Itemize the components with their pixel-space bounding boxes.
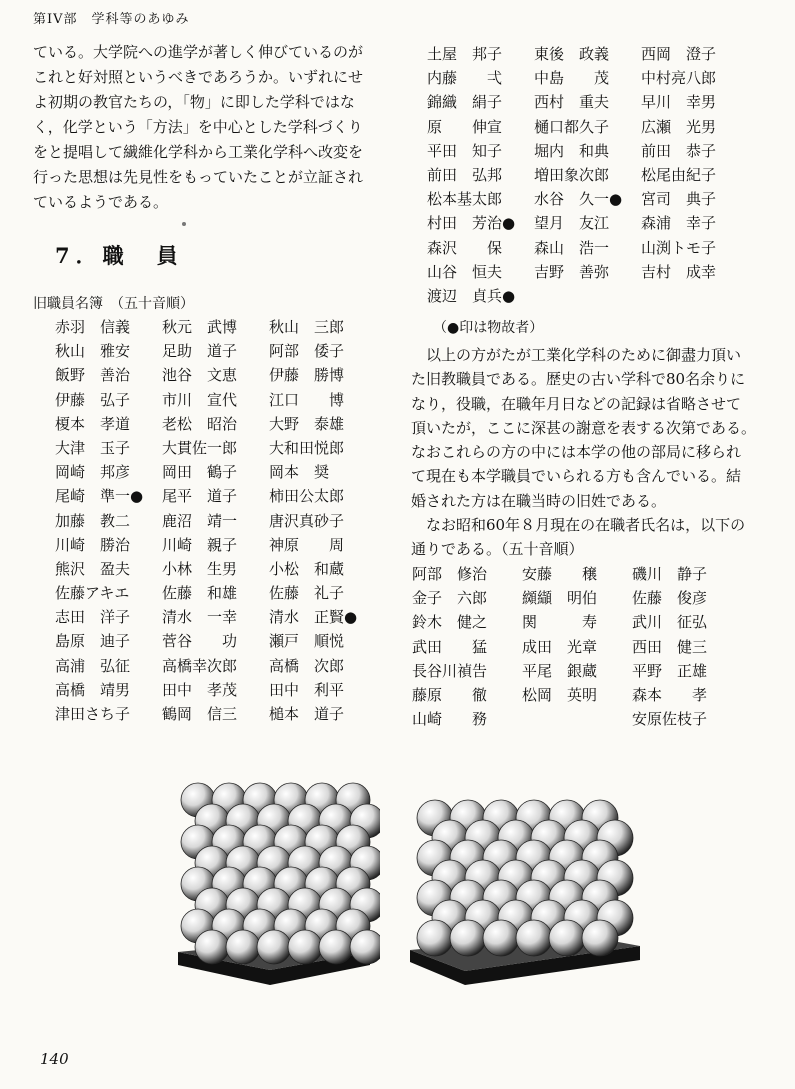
text-line: なおこれらの方の中には本学の他の部局に移られ <box>411 443 742 462</box>
staff-name: 佐藤 俊彦 <box>632 589 708 608</box>
staff-name: 清水 正賢● <box>269 608 358 627</box>
staff-name: 鶴岡 信三 <box>162 705 238 723</box>
staff-name <box>534 284 641 308</box>
staff-name: 森沢 保 <box>427 238 503 257</box>
staff-name: 阿部 修治 <box>412 565 488 583</box>
staff-name: 岡本 奨 <box>269 463 330 482</box>
staff-name: 吉野 善弥 <box>534 262 610 281</box>
text-line: て現在も本学職員でいられる方も含んでいる。結 <box>411 467 742 486</box>
text-line: 通りである。（五十音順） <box>411 540 584 559</box>
staff-name: 尾崎 準一● <box>55 487 144 506</box>
staff-name: 伊藤 勝博 <box>269 366 345 385</box>
staff-name: 松尾由紀子 <box>641 165 717 184</box>
staff-name: 早川 幸男 <box>641 93 717 112</box>
staff-name: 小松 和蔵 <box>269 559 345 578</box>
sphere <box>350 930 380 964</box>
staff-name: 佐藤アキエ <box>55 584 130 603</box>
sphere <box>226 930 260 964</box>
staff-name: 瀬戸 順悦 <box>269 632 345 651</box>
sphere <box>417 920 453 956</box>
sphere-packing-model-left <box>170 770 380 995</box>
staff-name: 川崎 勝治 <box>55 535 131 554</box>
staff-name: 岡崎 邦彦 <box>55 463 131 482</box>
staff-name: 神原 周 <box>269 535 345 554</box>
staff-name: 武田 猛 <box>412 637 488 656</box>
staff-name: 柿田公太郎 <box>269 487 345 506</box>
staff-name: 榎本 孝道 <box>55 414 131 433</box>
staff-name: 森山 浩一 <box>534 238 610 257</box>
sphere <box>450 920 486 956</box>
staff-name: 武川 征弘 <box>632 613 708 632</box>
staff-name: 鈴木 健之 <box>412 613 488 632</box>
staff-name: 森本 孝 <box>632 685 708 704</box>
staff-name: 大和田悦郎 <box>269 438 345 457</box>
staff-name: 大野 泰雄 <box>269 414 345 433</box>
staff-name: 平野 正雄 <box>632 661 708 680</box>
staff-name: 前田 恭子 <box>641 141 717 160</box>
staff-name: 安藤 穣 <box>522 565 598 583</box>
staff-list-title: 旧職員名簿 （五十音順） <box>33 296 194 312</box>
staff-name: 高橋幸次郎 <box>162 656 238 675</box>
staff-name: 内藤 弌 <box>427 69 503 88</box>
staff-name: 前田 弘邦 <box>427 165 503 184</box>
staff-name: 小林 生男 <box>162 559 238 578</box>
staff-name: 池谷 文恵 <box>162 366 238 385</box>
staff-name: 江口 博 <box>269 390 345 409</box>
staff-name: 東後 政義 <box>534 45 610 63</box>
staff-name: 原 伸宣 <box>427 117 503 136</box>
section-heading: 7．職 員 <box>55 243 184 268</box>
staff-name: 広瀬 光男 <box>641 117 717 136</box>
staff-name: 堀内 和典 <box>534 141 610 160</box>
staff-name: 山谷 恒夫 <box>427 262 503 281</box>
staff-name: 松本基太郎 <box>427 190 503 209</box>
deceased-note: （●印は物故者） <box>433 320 544 336</box>
staff-name: 西田 健三 <box>632 637 708 656</box>
staff-name: 島原 迪子 <box>55 632 131 651</box>
staff-name <box>641 284 751 308</box>
text-line: 以上の方がたが工業化学科のために御盡力頂い <box>411 346 742 364</box>
staff-name: 飯野 善治 <box>55 366 131 385</box>
staff-name: 田中 利平 <box>269 680 345 699</box>
text-line: よ初期の教官たちの，「物」に即した学科ではな <box>33 93 355 111</box>
staff-name: 西村 重夫 <box>534 93 610 112</box>
former-staff-list-right <box>427 42 751 308</box>
former-staff-list-left <box>55 315 379 726</box>
sphere <box>288 930 322 964</box>
staff-name: 藤原 徹 <box>412 685 488 704</box>
staff-name: 赤羽 信義 <box>55 318 131 336</box>
staff-name: 平田 知子 <box>427 141 503 160</box>
staff-name: 宮司 典子 <box>641 190 717 209</box>
text-line: ているようである。 <box>33 193 169 211</box>
staff-name: 土屋 邦子 <box>427 45 503 63</box>
text-line: 婚された方は在職当時の旧姓である。 <box>411 491 667 510</box>
staff-name: 熊沢 盈夫 <box>55 559 131 578</box>
sphere <box>319 930 353 964</box>
staff-name: 中村亮八郎 <box>641 69 717 88</box>
staff-name: 関 寿 <box>522 613 598 632</box>
text-line: た旧教職員である。歴史の古い学科で80名余りに <box>411 370 746 389</box>
staff-name: 村田 芳治● <box>427 214 516 233</box>
sphere <box>549 920 585 956</box>
staff-name: 高橋 靖男 <box>55 680 131 699</box>
staff-name: 大貫佐一郎 <box>162 438 238 457</box>
staff-name: 佐藤 礼子 <box>269 584 345 603</box>
staff-name: 西岡 澄子 <box>641 45 717 63</box>
sphere <box>483 920 519 956</box>
text-line: く，化学という「方法」を中心とした学科づくり <box>33 118 363 136</box>
staff-name: 菅谷 功 <box>162 632 238 651</box>
staff-name: 高浦 弘征 <box>55 656 131 675</box>
staff-name: 志田 洋子 <box>55 608 131 627</box>
staff-name: 磯川 静子 <box>632 565 708 583</box>
text-line: ている。大学院への進学が著しく伸びているのが <box>33 43 364 61</box>
staff-name <box>522 707 632 731</box>
text-line: 頂いたが，ここに深甚の謝意を表する次第である。 <box>411 418 757 437</box>
staff-name: 纐纈 明伯 <box>522 589 598 608</box>
text-line: をと提唱して繊維化学科から工業化学科へ改変を <box>33 143 364 161</box>
text-line: 行った思想は先見性をもっていたことが立証され <box>33 168 364 186</box>
staff-name: 岡田 鶴子 <box>162 463 238 482</box>
staff-name: 佐藤 和雄 <box>162 584 238 603</box>
staff-name: 田中 孝茂 <box>162 680 238 699</box>
staff-name: 津田さち子 <box>55 705 131 723</box>
staff-name: 平尾 銀蔵 <box>522 661 598 680</box>
running-header: 第IV部 学科等のあゆみ <box>33 12 190 27</box>
staff-name: 水谷 久一● <box>534 190 623 209</box>
staff-name: 渡辺 貞兵● <box>427 286 516 305</box>
staff-name: 唐沢真砂子 <box>269 511 345 530</box>
sphere <box>257 930 291 964</box>
staff-name: 安原佐枝子 <box>632 710 708 729</box>
staff-name: 加藤 教二 <box>55 511 131 530</box>
staff-name: 成田 光章 <box>522 637 598 656</box>
sphere <box>195 930 229 964</box>
staff-name: 鹿沼 靖一 <box>162 511 238 530</box>
stray-dot-mark <box>182 222 186 226</box>
staff-name: 清水 一幸 <box>162 608 238 627</box>
page-number: 140 <box>40 1050 69 1068</box>
text-line: なお昭和60年８月現在の在職者氏名は，以下の <box>411 516 746 534</box>
staff-name: 市川 宣代 <box>162 390 238 409</box>
current-staff-intro <box>411 513 745 562</box>
staff-name: 阿部 倭子 <box>269 342 345 361</box>
staff-name: 吉村 成幸 <box>641 262 717 281</box>
staff-name: 伊藤 弘子 <box>55 390 131 409</box>
staff-name: 長谷川禎告 <box>412 661 488 680</box>
staff-name: 高橋 次郎 <box>269 656 345 675</box>
staff-name: 老松 昭治 <box>162 414 238 433</box>
staff-name: 金子 六郎 <box>412 589 488 608</box>
staff-name: 秋山 雅安 <box>55 342 131 361</box>
staff-name: 槌本 道子 <box>269 705 345 723</box>
text-line: なり，役職，在職年月日などの記録は省略させて <box>411 394 742 413</box>
staff-name: 増田象次郎 <box>534 165 610 184</box>
staff-name: 望月 友江 <box>534 214 610 233</box>
staff-name: 秋元 武博 <box>162 318 238 336</box>
staff-name: 山渕トモ子 <box>641 238 717 257</box>
staff-name: 川崎 親子 <box>162 535 238 554</box>
acknowledgement-paragraph <box>411 343 781 513</box>
staff-name: 森浦 幸子 <box>641 214 717 233</box>
sphere-packing-model-right <box>405 790 645 990</box>
staff-name: 尾平 道子 <box>162 487 238 506</box>
staff-name: 錦織 絹子 <box>427 93 503 112</box>
staff-name: 樋口都久子 <box>534 117 610 136</box>
staff-name: 松岡 英明 <box>522 685 598 704</box>
text-line: これと好対照というべきであろうか。いずれにせ <box>33 68 364 86</box>
staff-name: 中島 茂 <box>534 69 610 88</box>
intro-paragraph <box>33 40 393 215</box>
staff-name: 足助 道子 <box>162 342 238 361</box>
current-staff-list <box>412 562 742 731</box>
staff-name: 大津 玉子 <box>55 438 131 457</box>
staff-name: 秋山 三郎 <box>269 318 345 336</box>
staff-name: 山崎 務 <box>412 710 488 729</box>
sphere <box>516 920 552 956</box>
sphere <box>582 920 618 956</box>
